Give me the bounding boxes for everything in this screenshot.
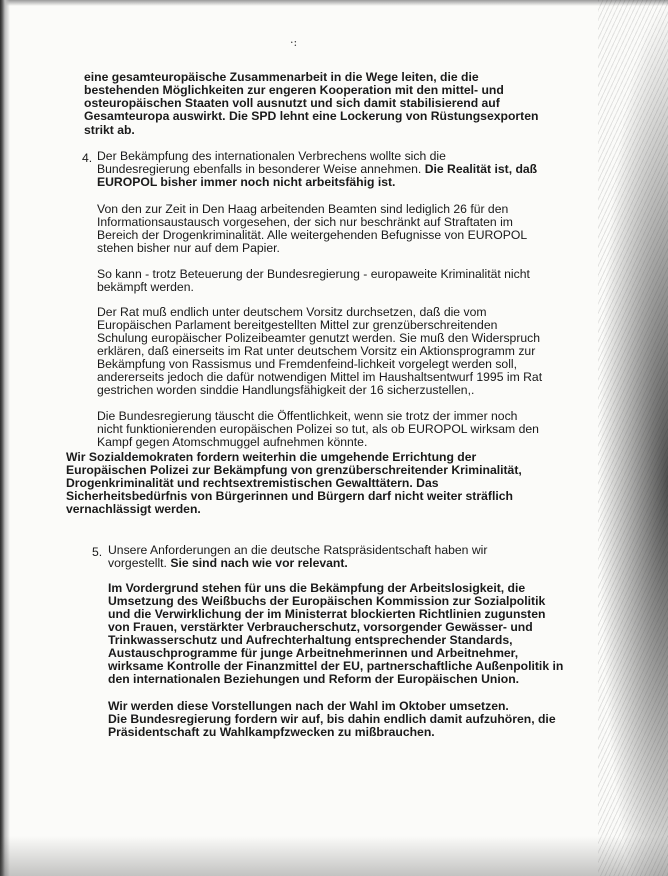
paragraph-line: bekämpft werden. [97,280,194,294]
paragraph-line: nicht funktionierenden europäischen Polizei so tut, als ob EUROPOL wirksam den [97,422,539,436]
heading-text: wollte sich die [370,149,446,163]
paragraph-line: vernachlässigt werden. [66,502,201,516]
section-4-heading-line [97,176,395,189]
paragraph-line: Trinkwasserschutz und Aufrechterhaltung entsprechender Standards, [108,633,513,647]
scan-edge-bottom [0,836,668,876]
intro-line: bestehenden Möglichkeiten zur engeren Kooperation mit den mittel- und [84,83,504,97]
heading-emphasis: Sie sind nach wie vor relevant. [170,556,348,570]
paragraph-line: So kann - trotz Beteuerung der Bundesregierung - europaweite Kriminalität nicht [97,267,530,281]
scan-edge-right-shadow [598,0,668,876]
intro-line: osteuropäischen Staaten voll ausnutzt und sich damit stabilisierend auf [84,96,500,110]
paragraph-line: und die Verwirklichung der im Ministerrat blockierten Richtlinien zugunsten [108,607,546,621]
paragraph-line: Drogenkriminalität und rechtsextremistischen Gewalttätern. Das [66,476,439,490]
section-5-heading-line [108,557,348,570]
paragraph-line: Im Vordergrund stehen für uns die Bekämpfung der Arbeitslosigkeit, die [108,581,526,595]
paragraph-line: Von den zur Zeit in Den Haag arbeitenden Beamten sind lediglich 26 für den [97,202,509,216]
section-4-number: 4. [82,151,93,165]
heading-text: vorgestellt. [108,556,171,570]
heading-emphasis: EUROPOL bisher immer noch nicht arbeitsfähig ist. [97,175,396,189]
heading-text: Der Bekämpfung des internationalen Verbrechens [97,149,371,163]
paragraph-line: Austauschprogramme für junge Arbeitnehmerinnen und Arbeitnehmer, [108,646,519,660]
paragraph-line: Wir werden diese Vorstellungen nach der Wahl im Oktober umsetzen. [108,699,509,713]
paragraph-line: gestrichen worden sinddie Handlungsfähigkeit der 16 sicherzustellen,. [97,383,475,397]
section-5-number: 5. [92,545,103,559]
paragraph-line: Europäischen Parlament bereitgestellten Mittel zur grenzüberschreitenden [97,318,498,332]
paragraph-line: Die Bundesregierung fordern wir auf, bis dahin endlich damit aufzuhören, die [108,712,556,726]
paragraph-line: Sicherheitsbedürfnis von Bürgerinnen und Bürgern darf nicht weiter sträflich [66,489,513,503]
heading-emphasis: Die Realität ist, daß [424,162,538,176]
heading-text: Unsere Anforderungen an die deutsche Ratspräsidentschaft haben wir [108,543,488,557]
paragraph-line: Bekämpfung von Rassismus und Fremdenfeind-lichkeit vorgelegt werden soll, [97,357,517,371]
paragraph-line: Präsidentschaft zu Wahlkampfzwecken zu mißbrauchen. [108,725,435,739]
page-mark: ·: [290,36,298,49]
paragraph-line: wirksame Kontrolle der Finanzmittel der EU, partnerschaftliche Außenpolitik in [108,659,564,673]
paragraph-line: Wir Sozialdemokraten fordern weiterhin die umgehende Errichtung der [66,450,477,464]
paragraph-line: Schulung europäischer Polizeibeamter genutzt werden. Sie muß den Widerspruch [97,331,541,345]
paragraph-line: Der Rat muß endlich unter deutschem Vorsitz durchsetzen, daß die vom [97,305,487,319]
paragraph-line: Kampf gegen Atomschmuggel aufnehmen könnte. [97,435,368,449]
paragraph-line: Umsetzung des Weißbuchs der Europäischen Kommission zur Sozialpolitik [108,594,546,608]
paragraph-line: erklären, daß einerseits im Rat unter deutschem Vorsitz ein Aktionsprogramm zur [97,344,536,358]
paragraph-line: Die Bundesregierung täuscht die Öffentlichkeit, wenn sie trotz der immer noch [97,409,518,423]
paragraph-line: von Frauen, verstärkter Verbraucherschutz, vorsorgender Gewässer- und [108,620,533,634]
paragraph-line: Bereich der Drogenkriminalität. Alle weitergehenden Befugnisse von EUROPOL [97,228,528,242]
paragraph-line: Europäischen Polizei zur Bekämpfung von grenzüberschreitender Kriminalität, [66,463,522,477]
intro-line: eine gesamteuropäische Zusammenarbeit in die Wege leiten, die die [84,70,479,84]
paragraph-line: stehen bisher nur auf dem Papier. [97,241,280,255]
paragraph-line: andererseits jedoch die dafür notwendigen Mittel im Haushaltsentwurf 1995 im Rat [97,370,543,384]
scan-edge-top [0,0,668,6]
paragraph-line: Informationsaustausch vorgesehen, der sich nur beschränkt auf Straftaten im [97,215,513,229]
scan-edge-left [0,0,10,876]
heading-text: Bundesregierung ebenfalls in besonderer Weise annehmen. [97,162,425,176]
intro-line: strikt ab. [84,123,135,137]
intro-line: Gesamteuropa auswirkt. Die SPD lehnt eine Lockerung von Rüstungsexporten [84,109,539,123]
paragraph-line: den internationalen Beziehungen und Reform der Europäischen Union. [108,672,520,686]
